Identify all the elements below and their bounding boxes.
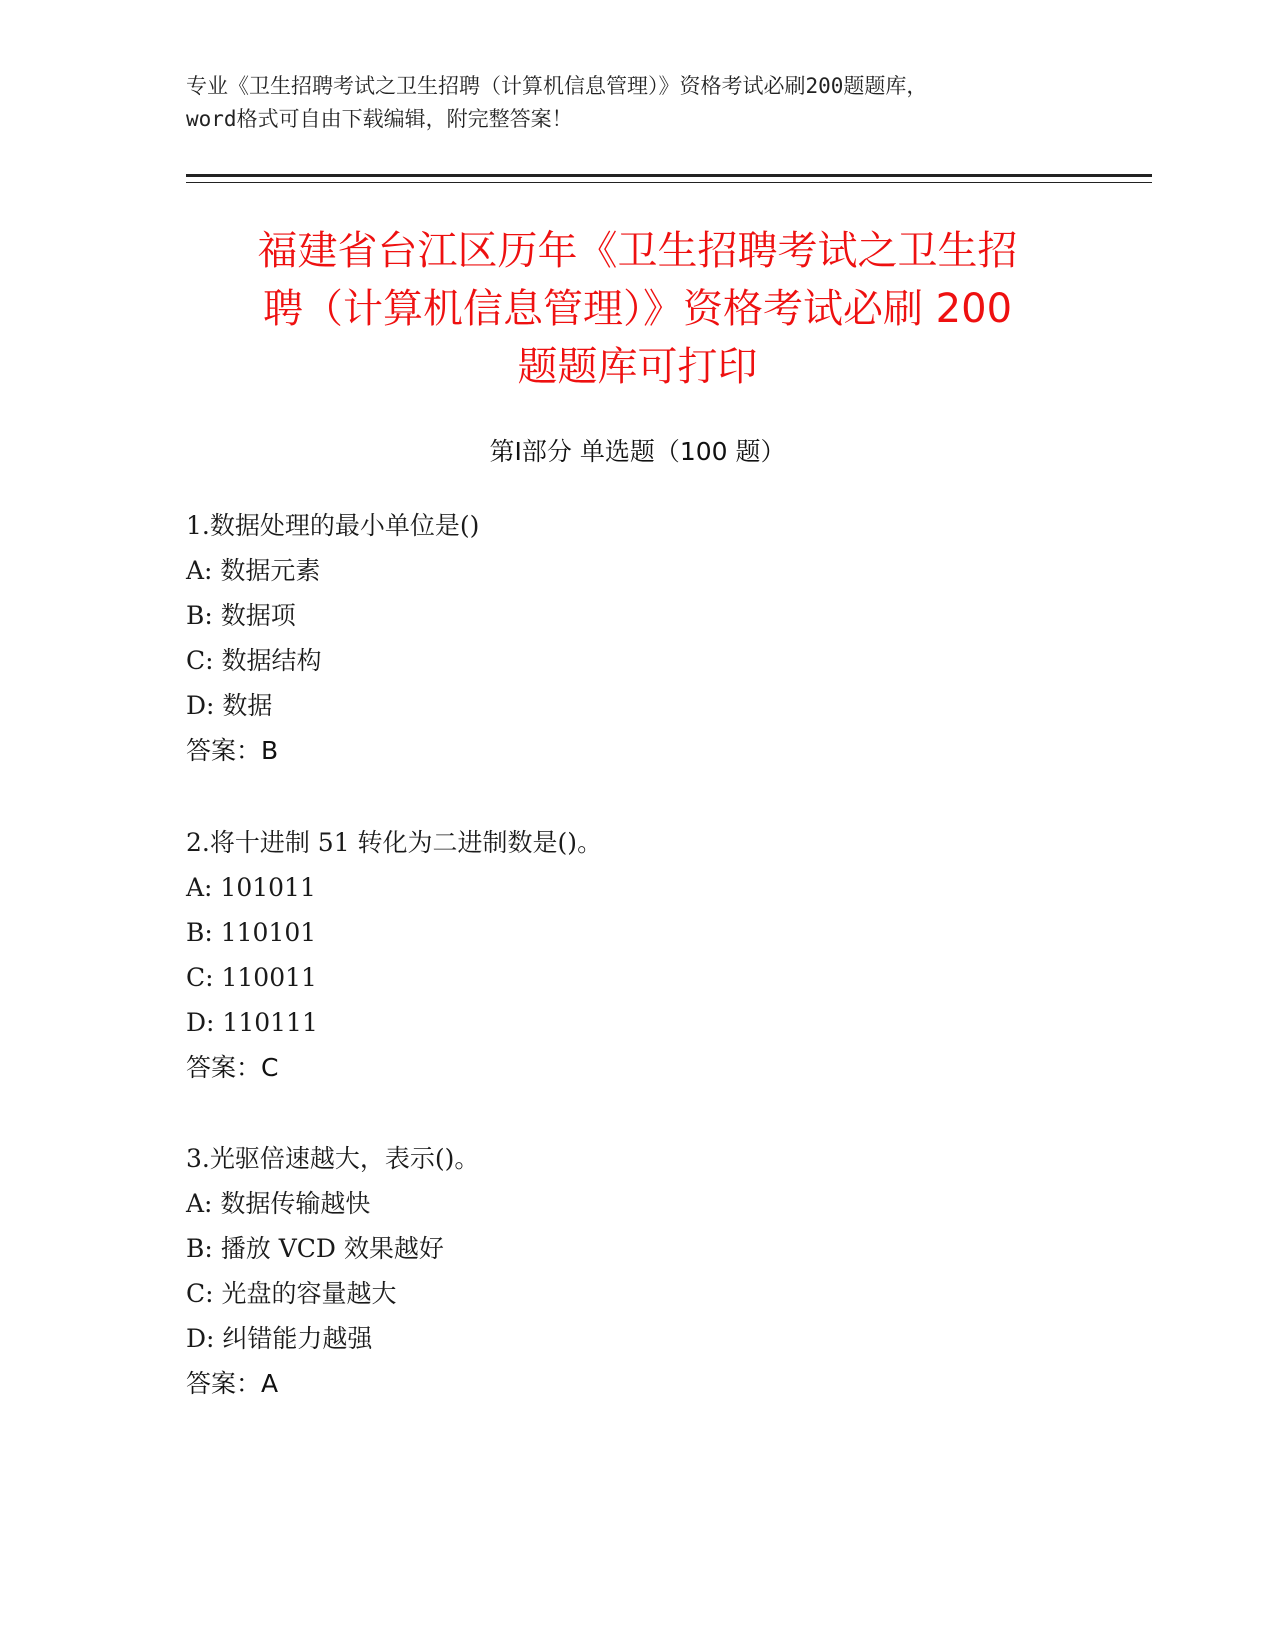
option-d: D: 110111 [186,1008,318,1037]
header-note-line-2: word格式可自由下载编辑，附完整答案！ [186,107,573,131]
header-note-line-1: 专业《卫生招聘考试之卫生招聘（计算机信息管理）》资格考试必刷200题题库， [186,74,928,98]
option-a: A: 101011 [186,873,316,902]
title-line-2: 聘（计算机信息管理）》资格考试必刷 200 [262,286,1013,332]
title-line-1: 福建省台江区历年《卫生招聘考试之卫生招 [257,228,1018,274]
option-b: B: 数据项 [186,601,296,630]
option-a: A: 数据传输越快 [186,1189,371,1218]
question-1 [186,503,1086,773]
question-stem: 2.将十进制 51 转化为二进制数是()。 [186,828,603,857]
option-c: C: 数据结构 [186,646,322,675]
question-2 [186,820,1086,1090]
option-d: D: 纠错能力越强 [186,1324,373,1353]
header-divider-thick [186,174,1152,177]
section-heading: 第Ⅰ部分 单选题（100 题） [489,437,786,466]
option-d: D: 数据 [186,691,273,720]
option-b: B: 110101 [186,918,317,947]
title-line-3: 题题库可打印 [517,344,758,390]
answer-key: 答案：B [186,736,279,765]
question-stem: 1.数据处理的最小单位是() [186,511,480,540]
document-title [130,222,1145,396]
header-divider-thin [186,182,1152,183]
option-c: C: 光盘的容量越大 [186,1279,397,1308]
answer-key: 答案：A [186,1369,279,1398]
question-stem: 3.光驱倍速越大，表示()。 [186,1144,480,1173]
answer-key: 答案：C [186,1053,279,1082]
question-3 [186,1136,1086,1406]
option-c: C: 110011 [186,963,317,992]
option-a: A: 数据元素 [186,556,321,585]
document-header-note [186,70,1106,136]
option-b: B: 播放 VCD 效果越好 [186,1234,444,1263]
